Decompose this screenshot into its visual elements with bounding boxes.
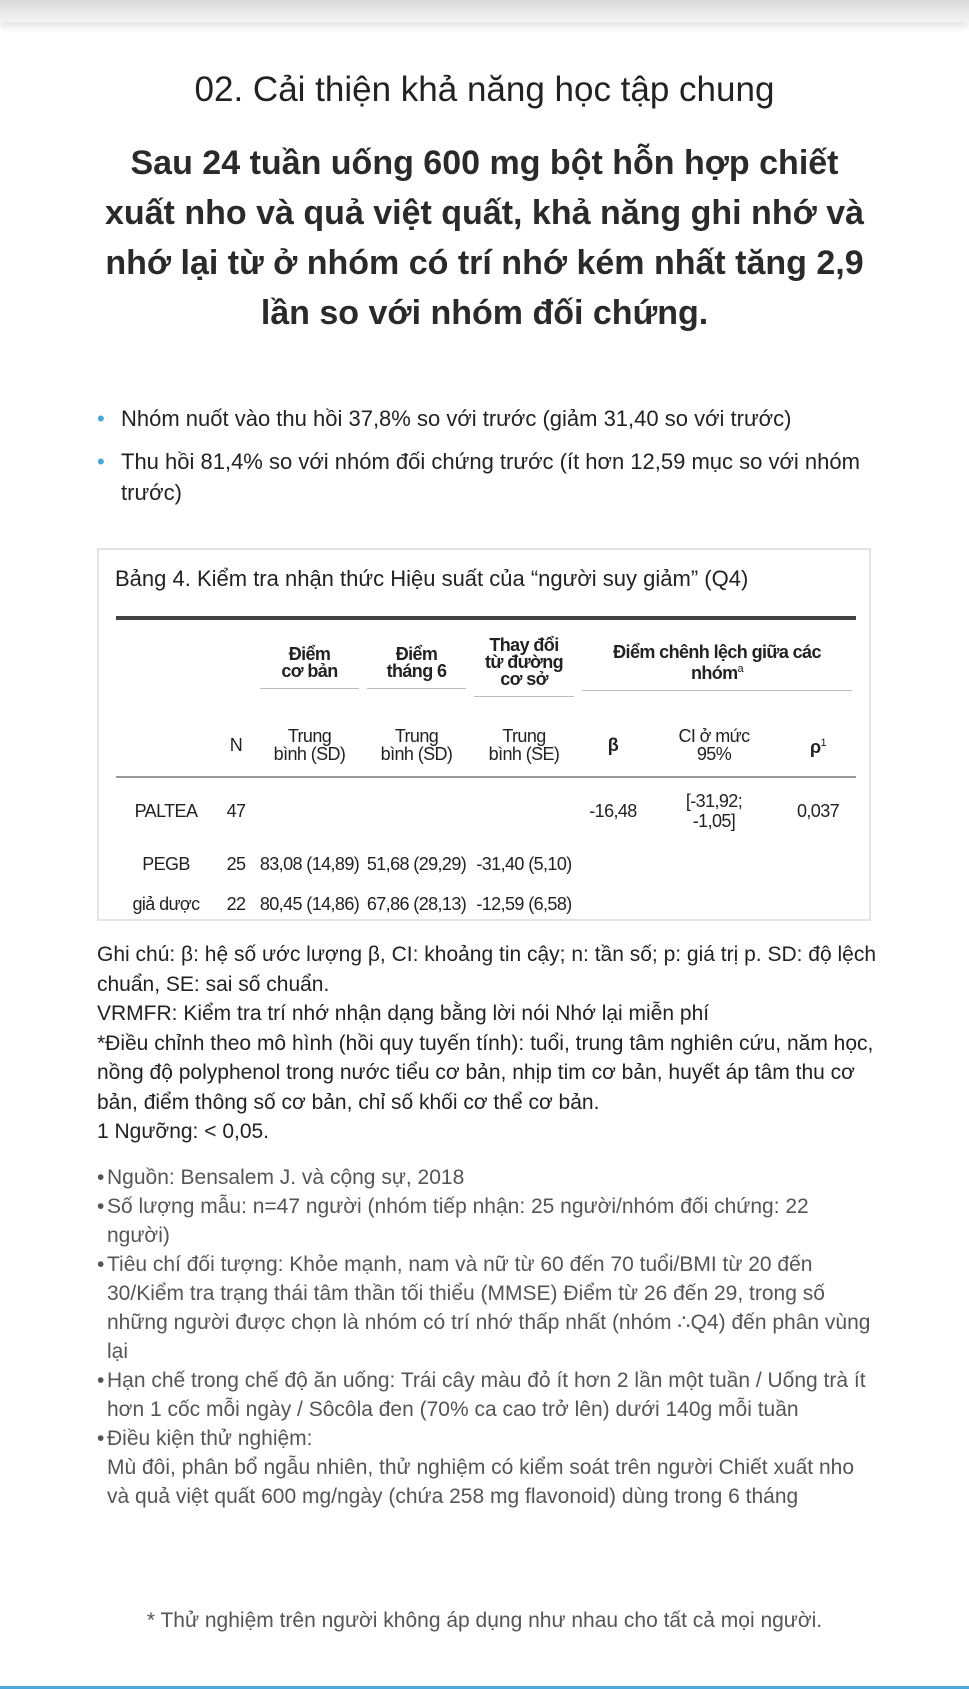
- header-mean-sd-1: Trung bình (SD): [273, 726, 346, 764]
- note-line: *Điều chỉnh theo mô hình (hồi quy tuyến tính): tuổi, trung tâm nghiên cứu, năm học, nồng độ polyphenol trong nước tiểu cơ bản, nhịp tim cơ bản, huyết áp tâm thu cơ bản, điểm thông số cơ bản, chỉ số khối cơ thể cơ bản.: [97, 1031, 874, 1114]
- note-line: VRMFR: Kiểm tra trí nhớ nhận dạng bằng lời nói Nhớ lại miễn phí: [97, 1002, 710, 1025]
- note-line: Ghi chú: β: hệ số ước lượng β, CI: khoảng tin cậy; n: tần số; p: giá trị p. SD: độ lệch chuẩn, SE: sai số chuẩn.: [97, 943, 877, 996]
- bullet-item: • Nhóm nuốt vào thu hồi 37,8% so với trước (giảm 31,40 so với trước): [95, 403, 875, 434]
- list-item: • Nguồn: Bensalem J. và cộng sự, 2018: [97, 1163, 877, 1192]
- table-notes: [97, 940, 877, 1147]
- header-ci: CI ở mức 95%: [678, 726, 750, 764]
- list-item: • Hạn chế trong chế độ ăn uống: Trái cây màu đỏ ít hơn 2 lần một tuần / Uống trà ít hơn 1 cốc mỗi ngày / Sôcôla đen (70% ca cao trở lên) dưới 140g mỗi tuần: [97, 1366, 877, 1424]
- header-mean-sd-2: Trung bình (SD): [380, 726, 453, 764]
- section-title: 02. Cải thiện khả năng học tập chung: [194, 70, 775, 109]
- bullet-dot-icon: •: [97, 1427, 105, 1450]
- bullet-dot-icon: •: [97, 1195, 105, 1218]
- header-p: $\rho^1$: [780, 714, 856, 777]
- bullet-dot-icon: •: [97, 1253, 105, 1276]
- header-mean-se: Trung bình (SE): [488, 726, 560, 764]
- top-shadow-bar: [0, 0, 969, 22]
- table-row: PALTEA 47 -16,48 [-31,92; -1,05] 0,037: [134, 791, 840, 831]
- study-details: [97, 1163, 877, 1511]
- header-n: N: [216, 714, 256, 777]
- bullet-item: • Thu hồi 81,4% so với nhóm đối chứng trước (ít hơn 12,59 mục so với nhóm trước): [95, 446, 875, 508]
- header-beta: β: [578, 714, 648, 777]
- header-month6: Điểm tháng 6: [386, 643, 447, 681]
- note-line: 1 Ngưỡng: < 0,05.: [97, 1120, 270, 1143]
- list-item: • Điều kiện thử nghiệm: Mù đôi, phân bổ ngẫu nhiên, thử nghiệm có kiểm soát trên người Chiết xuất nho và quả việt quất 600 mg/ngày (chứa 258 mg flavonoid) dùng trong 6 tháng: [97, 1424, 877, 1511]
- bullet-dot-icon: •: [97, 406, 105, 431]
- disclaimer-footnote: * Thử nghiệm trên người không áp dụng như nhau cho tất cả mọi người.: [146, 1609, 823, 1632]
- bullet-dot-icon: •: [97, 1369, 105, 1392]
- list-item: • Số lượng mẫu: n=47 người (nhóm tiếp nhận: 25 người/nhóm đối chứng: 22 người): [97, 1192, 877, 1250]
- results-table-box: [97, 548, 871, 921]
- table-row: PEGB 25 83,08 (14,89) 51,68 (29,29) -31,40 (5,10): [142, 853, 572, 874]
- list-item: • Tiêu chí đối tượng: Khỏe mạnh, nam và nữ từ 60 đến 70 tuổi/BMI từ 20 đến 30/Kiểm tra trạng thái tâm thần tối thiểu (MMSE) Điểm từ 26 đến 29, trong số những người được chọn là nhóm có trí nhớ thấp nhất (nhóm ∴Q4) đến phân vùng lại: [97, 1250, 877, 1366]
- bullet-dot-icon: •: [97, 1166, 105, 1189]
- bullet-dot-icon: •: [97, 449, 105, 474]
- table-row: giả dược 22 80,45 (14,86) 67,86 (28,13) -12,59 (6,58): [132, 893, 572, 914]
- header-baseline: Điểm cơ bản: [281, 643, 338, 681]
- header-change: Thay đổi từ đường cơ sở: [484, 635, 564, 689]
- results-table: [116, 616, 856, 924]
- table-title: Bảng 4. Kiểm tra nhận thức Hiệu suất của “người suy giảm” (Q4): [115, 566, 749, 591]
- header-group-diff: Điểm chênh lệch giữa các nhóm$^a$: [613, 641, 821, 683]
- headline: Sau 24 tuần uống 600 mg bột hỗn hợp chiết xuất nho và quả việt quất, khả năng ghi nhớ và nhớ lại từ ở nhóm có trí nhớ kém nhất tăng 2,9 lần so với nhóm đối chứng.: [104, 144, 865, 332]
- summary-bullets: [95, 403, 875, 520]
